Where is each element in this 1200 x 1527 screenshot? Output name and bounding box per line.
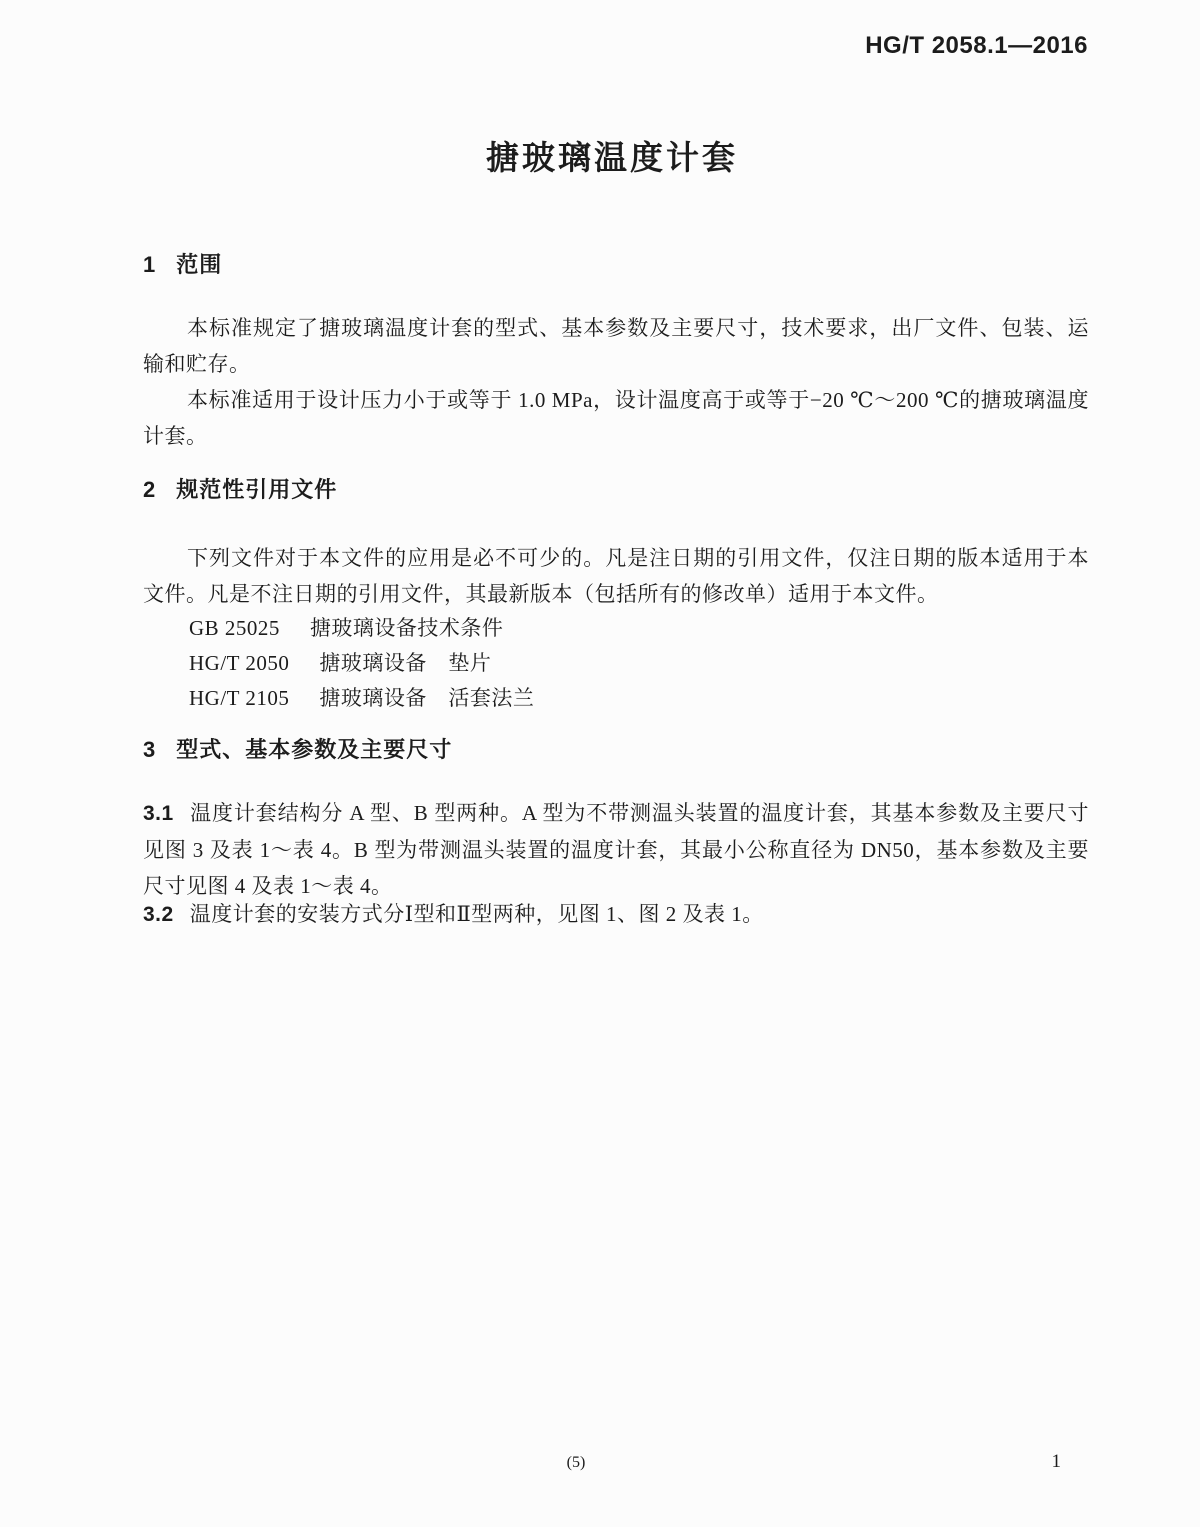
reference-item	[189, 683, 534, 713]
section-1-title: 范围	[176, 252, 223, 277]
section-2-number: 2	[143, 477, 157, 502]
reference-code: HG/T 2050	[189, 651, 290, 675]
clause-3-1-text: 温度计套结构分 A 型、B 型两种。A 型为不带测温头装置的温度计套，其基本参数及主要尺寸见图 3 及表 1～表 4。B 型为带测温头装置的温度计套，其最小公称直径为 DN50，基本参数及主要尺寸见图 4 及表 1～表 4。	[143, 801, 1089, 898]
document-title: 搪玻璃温度计套	[486, 139, 738, 176]
section-1-paragraph-2: 本标准适用于设计压力小于或等于 1.0 MPa，设计温度高于或等于−20 ℃～200 ℃的搪玻璃温度计套。	[143, 388, 1089, 448]
section-1-heading	[143, 251, 222, 279]
section-2-paragraph-1: 下列文件对于本文件的应用是必不可少的。凡是注日期的引用文件，仅注日期的版本适用于本文件。凡是不注日期的引用文件，其最新版本（包括所有的修改单）适用于本文件。	[143, 546, 1089, 606]
reference-code: HG/T 2105	[189, 686, 290, 710]
section-3-heading	[143, 736, 452, 764]
clause-3-2	[143, 896, 1089, 933]
clause-3-2-number: 3.2	[143, 903, 174, 926]
footer-page-number: 1	[1051, 1451, 1061, 1472]
reference-code: GB 25025	[189, 616, 280, 640]
reference-item	[189, 613, 503, 643]
section-1-number: 1	[143, 252, 157, 277]
section-3-title: 型式、基本参数及主要尺寸	[176, 737, 453, 762]
reference-item	[189, 648, 491, 678]
reference-title: 搪玻璃设备 活套法兰	[319, 686, 535, 710]
section-2-heading	[143, 476, 337, 504]
section-2-title: 规范性引用文件	[176, 477, 338, 502]
clause-3-1	[143, 795, 1089, 904]
clause-3-2-text: 温度计套的安装方式分Ⅰ型和Ⅱ型两种，见图 1、图 2 及表 1。	[189, 902, 764, 926]
footer-folio: (5)	[566, 1454, 586, 1471]
standard-number-header: HG/T 2058.1—2016	[865, 32, 1088, 59]
clause-3-1-number: 3.1	[143, 802, 174, 825]
reference-title: 搪玻璃设备 垫片	[319, 651, 492, 675]
reference-title: 搪玻璃设备技术条件	[309, 616, 504, 640]
section-1-paragraph-1: 本标准规定了搪玻璃温度计套的型式、基本参数及主要尺寸，技术要求，出厂文件、包装、运输和贮存。	[143, 316, 1089, 376]
section-3-number: 3	[143, 737, 157, 762]
